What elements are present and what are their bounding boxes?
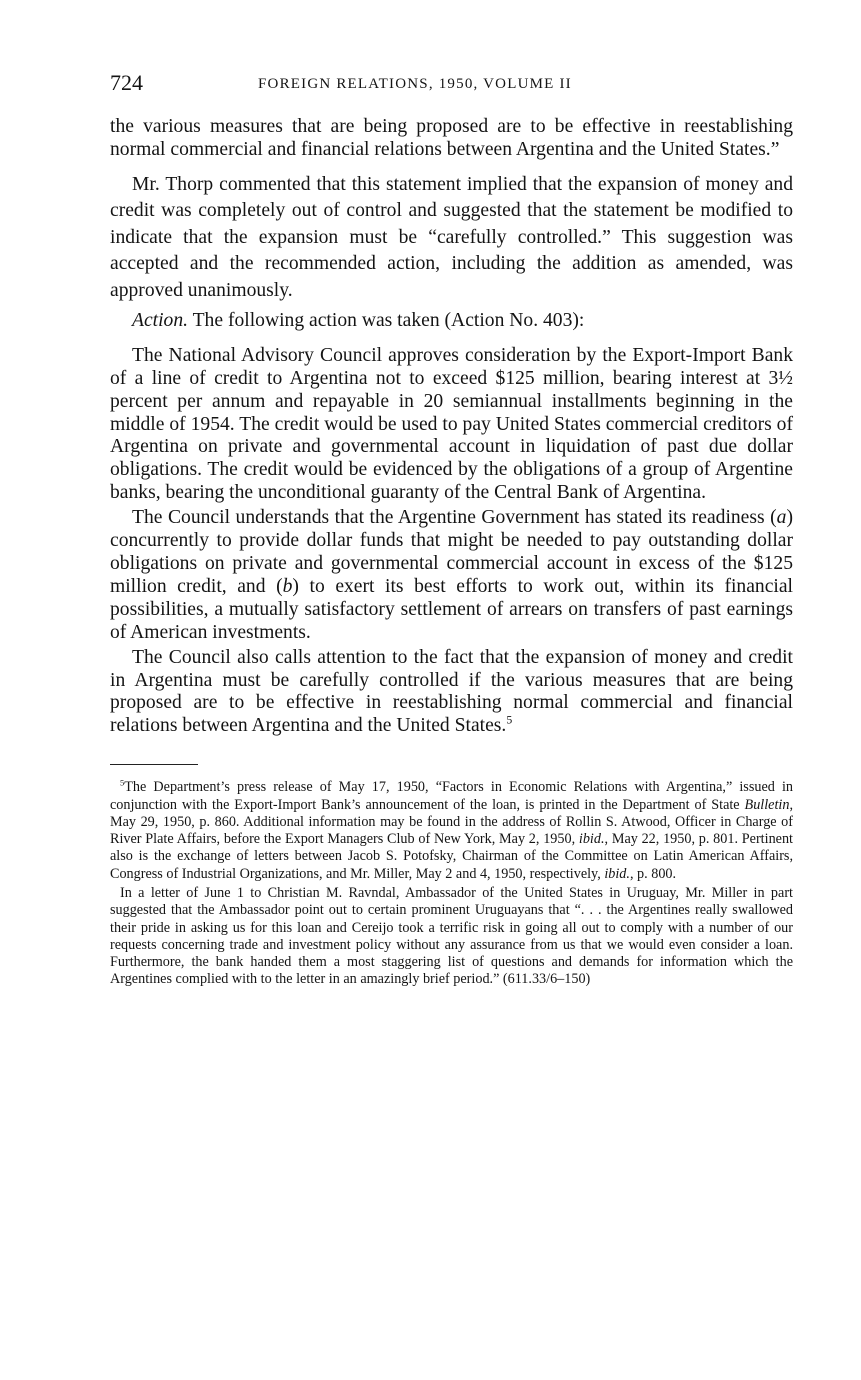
footnote-reference: 5: [506, 713, 513, 727]
page-header: [110, 70, 793, 104]
action-text: The following action was taken (Action No. 403):: [188, 310, 585, 332]
continuation-paragraph: the various measures that are being proposed are to be effective in reestablishing normal commercial and financial relations between Argentina and the United States.”: [110, 116, 793, 160]
resolution-paragraph-1: The National Advisory Council approves consideration by the Export-Import Bank of a line of credit to Argentina not to exceed $125 million, bearing interest at 3½ percent per annum and repayable in 20 semiannual installments beginning in the middle of 1954. The credit would be used to pay United States commercial creditors of Argentina on private and governmental account in liquidation of past due dollar obligations. The credit would be evidenced by the obligations of a group of Argentine banks, bearing the unconditional guaranty of the Central Bank of Argentina.: [110, 344, 793, 504]
running-head: FOREIGN RELATIONS, 1950, VOLUME II: [258, 76, 572, 92]
resolution-paragraph-2: The Council understands that the Argentine Government has stated its readiness (a) concurrently to provide dollar funds that might be needed to pay outstanding dollar obligations on private and governmental commercial account in excess of the $125 million credit, and (b) to exert its best efforts to work out, within its financial possibilities, a mutually satisfactory settlement of arrears on transfers of past earnings of American investments.: [110, 507, 793, 643]
body-text: [110, 116, 793, 738]
footnote-5: $^5$The Department’s press release of May 17, 1950, “Factors in Economic Relations with Argentina,” issued in conjunction with the Export-Import Bank’s announcement of the loan, is printed in the Department of State Bulletin, May 29, 1950, p. 860. Additional information may be found in the address of Rollin S. Atwood, Officer in Charge of River Plate Affairs, before the Export Managers Club of New York, May 2, 1950, ibid., May 22, 1950, p. 801. Pertinent also is the exchange of letters between Jacob S. Potofsky, Chairman of the Committee on Latin American Affairs, Congress of Industrial Organizations, and Mr. Miller, May 2 and 4, 1950, respectively, ibid., p. 800.: [110, 777, 793, 882]
footnote-divider: [110, 764, 198, 765]
footnotes: [110, 779, 793, 989]
bulletin-title: Bulletin: [744, 796, 790, 813]
item-a-label: a: [776, 507, 787, 529]
council-resolution: [110, 345, 793, 738]
footnote-marker: 5: [120, 777, 125, 788]
page-number: 724: [110, 70, 143, 95]
resolution-paragraph-3: The Council also calls attention to the fact that the expansion of money and credit in Argentina must be carefully controlled if the various measures that are being proposed are to be effective in reestablishing normal commercial and financial relations between Argentina and the United States.$^5$: [110, 646, 793, 737]
footnote-5-continuation: In a letter of June 1 to Christian M. Ravndal, Ambassador of the United States in Uruguay, Mr. Miller in part suggested that the Ambassador point out to certain prominent Uruguayans that “. . . the Argentines really swallowed their pride in asking us for this loan and Cereijo took a terrific risk in going all out to comply with a number of our requests concerning trade and investment policy without any assurance from us that we would even consider a loan. Furthermore, the bank handed them a most staggering list of questions and demands for information which the Argentines complied with to the letter in an amazingly brief period.” (611.33/6–150): [110, 885, 793, 988]
document-page: [110, 70, 793, 989]
item-b-label: b: [282, 575, 293, 597]
thorp-paragraph: Mr. Thorp commented that this statement implied that the expansion of money and credit was completely out of control and suggested that the statement be modified to indicate that the expansion must be “carefully controlled.” This suggestion was accepted and the recommended action, including the addition as amended, was approved unanimously.: [110, 173, 793, 301]
action-label: Action.: [132, 310, 189, 332]
action-paragraph: [110, 308, 793, 335]
